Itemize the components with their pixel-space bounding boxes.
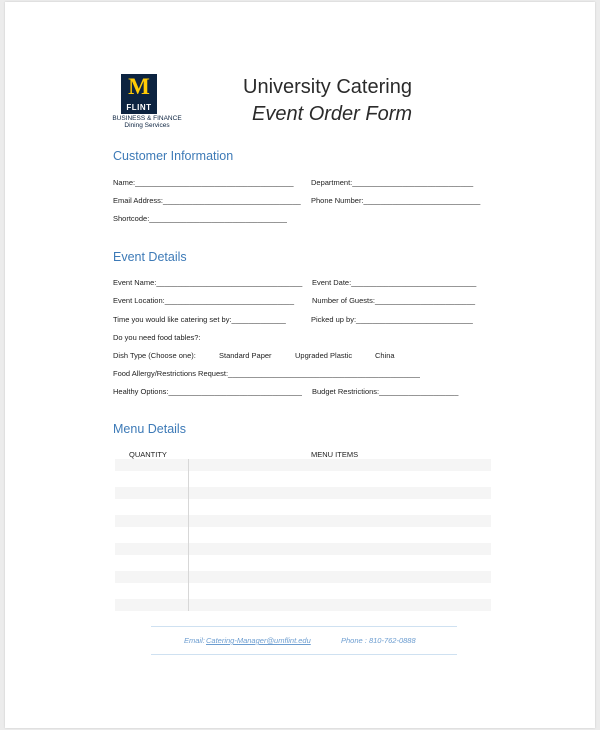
form-subtitle: Event Order Form <box>252 103 413 125</box>
dish-option-standard-paper[interactable]: Standard Paper <box>219 351 272 360</box>
shortcode-field[interactable]: Shortcode:_________________________________ <box>113 214 287 223</box>
logo-mark <box>121 74 157 114</box>
table-row[interactable] <box>115 487 491 499</box>
section-menu-heading: Menu Details <box>113 422 186 436</box>
guests-field[interactable]: Number of Guests:________________________ <box>312 296 476 305</box>
picked-up-field[interactable]: Picked up by:____________________________ <box>311 315 473 324</box>
footer-email-label: Email: <box>184 636 205 645</box>
column-quantity: QUANTITY <box>129 450 167 459</box>
form-title: University Catering <box>243 76 412 98</box>
table-row[interactable] <box>115 459 491 471</box>
logo-letter: M <box>128 74 150 99</box>
dish-option-china[interactable]: China <box>375 351 395 360</box>
table-row[interactable] <box>115 515 491 527</box>
logo-dept: Dining Services <box>124 122 170 129</box>
email-field[interactable]: Email Address:_________________________________ <box>113 196 301 205</box>
phone-field[interactable]: Phone Number:____________________________ <box>311 196 481 205</box>
footer-email-link[interactable]: Catering-Manager@umflint.edu <box>206 636 311 645</box>
dish-type-label: Dish Type (Choose one): <box>113 351 196 360</box>
column-divider <box>188 459 189 611</box>
time-set-field[interactable]: Time you would like catering set by:_____________ <box>113 315 286 324</box>
dish-option-upgraded-plastic[interactable]: Upgraded Plastic <box>295 351 353 360</box>
footer-divider-bottom <box>151 654 457 655</box>
logo-word: FLINT <box>126 103 152 112</box>
table-row[interactable] <box>115 543 491 555</box>
name-field[interactable]: Name:______________________________________ <box>113 178 294 187</box>
food-tables-field[interactable]: Do you need food tables?: <box>113 333 201 342</box>
table-row[interactable] <box>115 599 491 611</box>
table-row[interactable] <box>115 571 491 583</box>
column-menu-items: MENU ITEMS <box>311 450 359 459</box>
event-date-field[interactable]: Event Date:______________________________ <box>312 278 477 287</box>
menu-table <box>115 446 491 613</box>
department-field[interactable]: Department:_____________________________ <box>311 178 474 187</box>
allergy-field[interactable]: Food Allergy/Restrictions Request:______________________________________________ <box>113 369 420 378</box>
form-page <box>5 2 595 728</box>
event-name-field[interactable]: Event Name:___________________________________ <box>113 278 303 287</box>
um-flint-logo <box>112 74 182 129</box>
healthy-options-field[interactable]: Healthy Options:________________________________ <box>113 387 302 396</box>
footer-divider-top <box>151 626 457 627</box>
section-event-heading: Event Details <box>113 250 187 264</box>
footer-phone: Phone : 810-762-0888 <box>341 636 416 645</box>
budget-field[interactable]: Budget Restrictions:___________________ <box>312 387 459 396</box>
section-customer-heading: Customer Information <box>113 149 234 163</box>
event-location-field[interactable]: Event Location:_______________________________ <box>113 296 295 305</box>
logo-subtitle: BUSINESS & FINANCE <box>112 115 182 122</box>
